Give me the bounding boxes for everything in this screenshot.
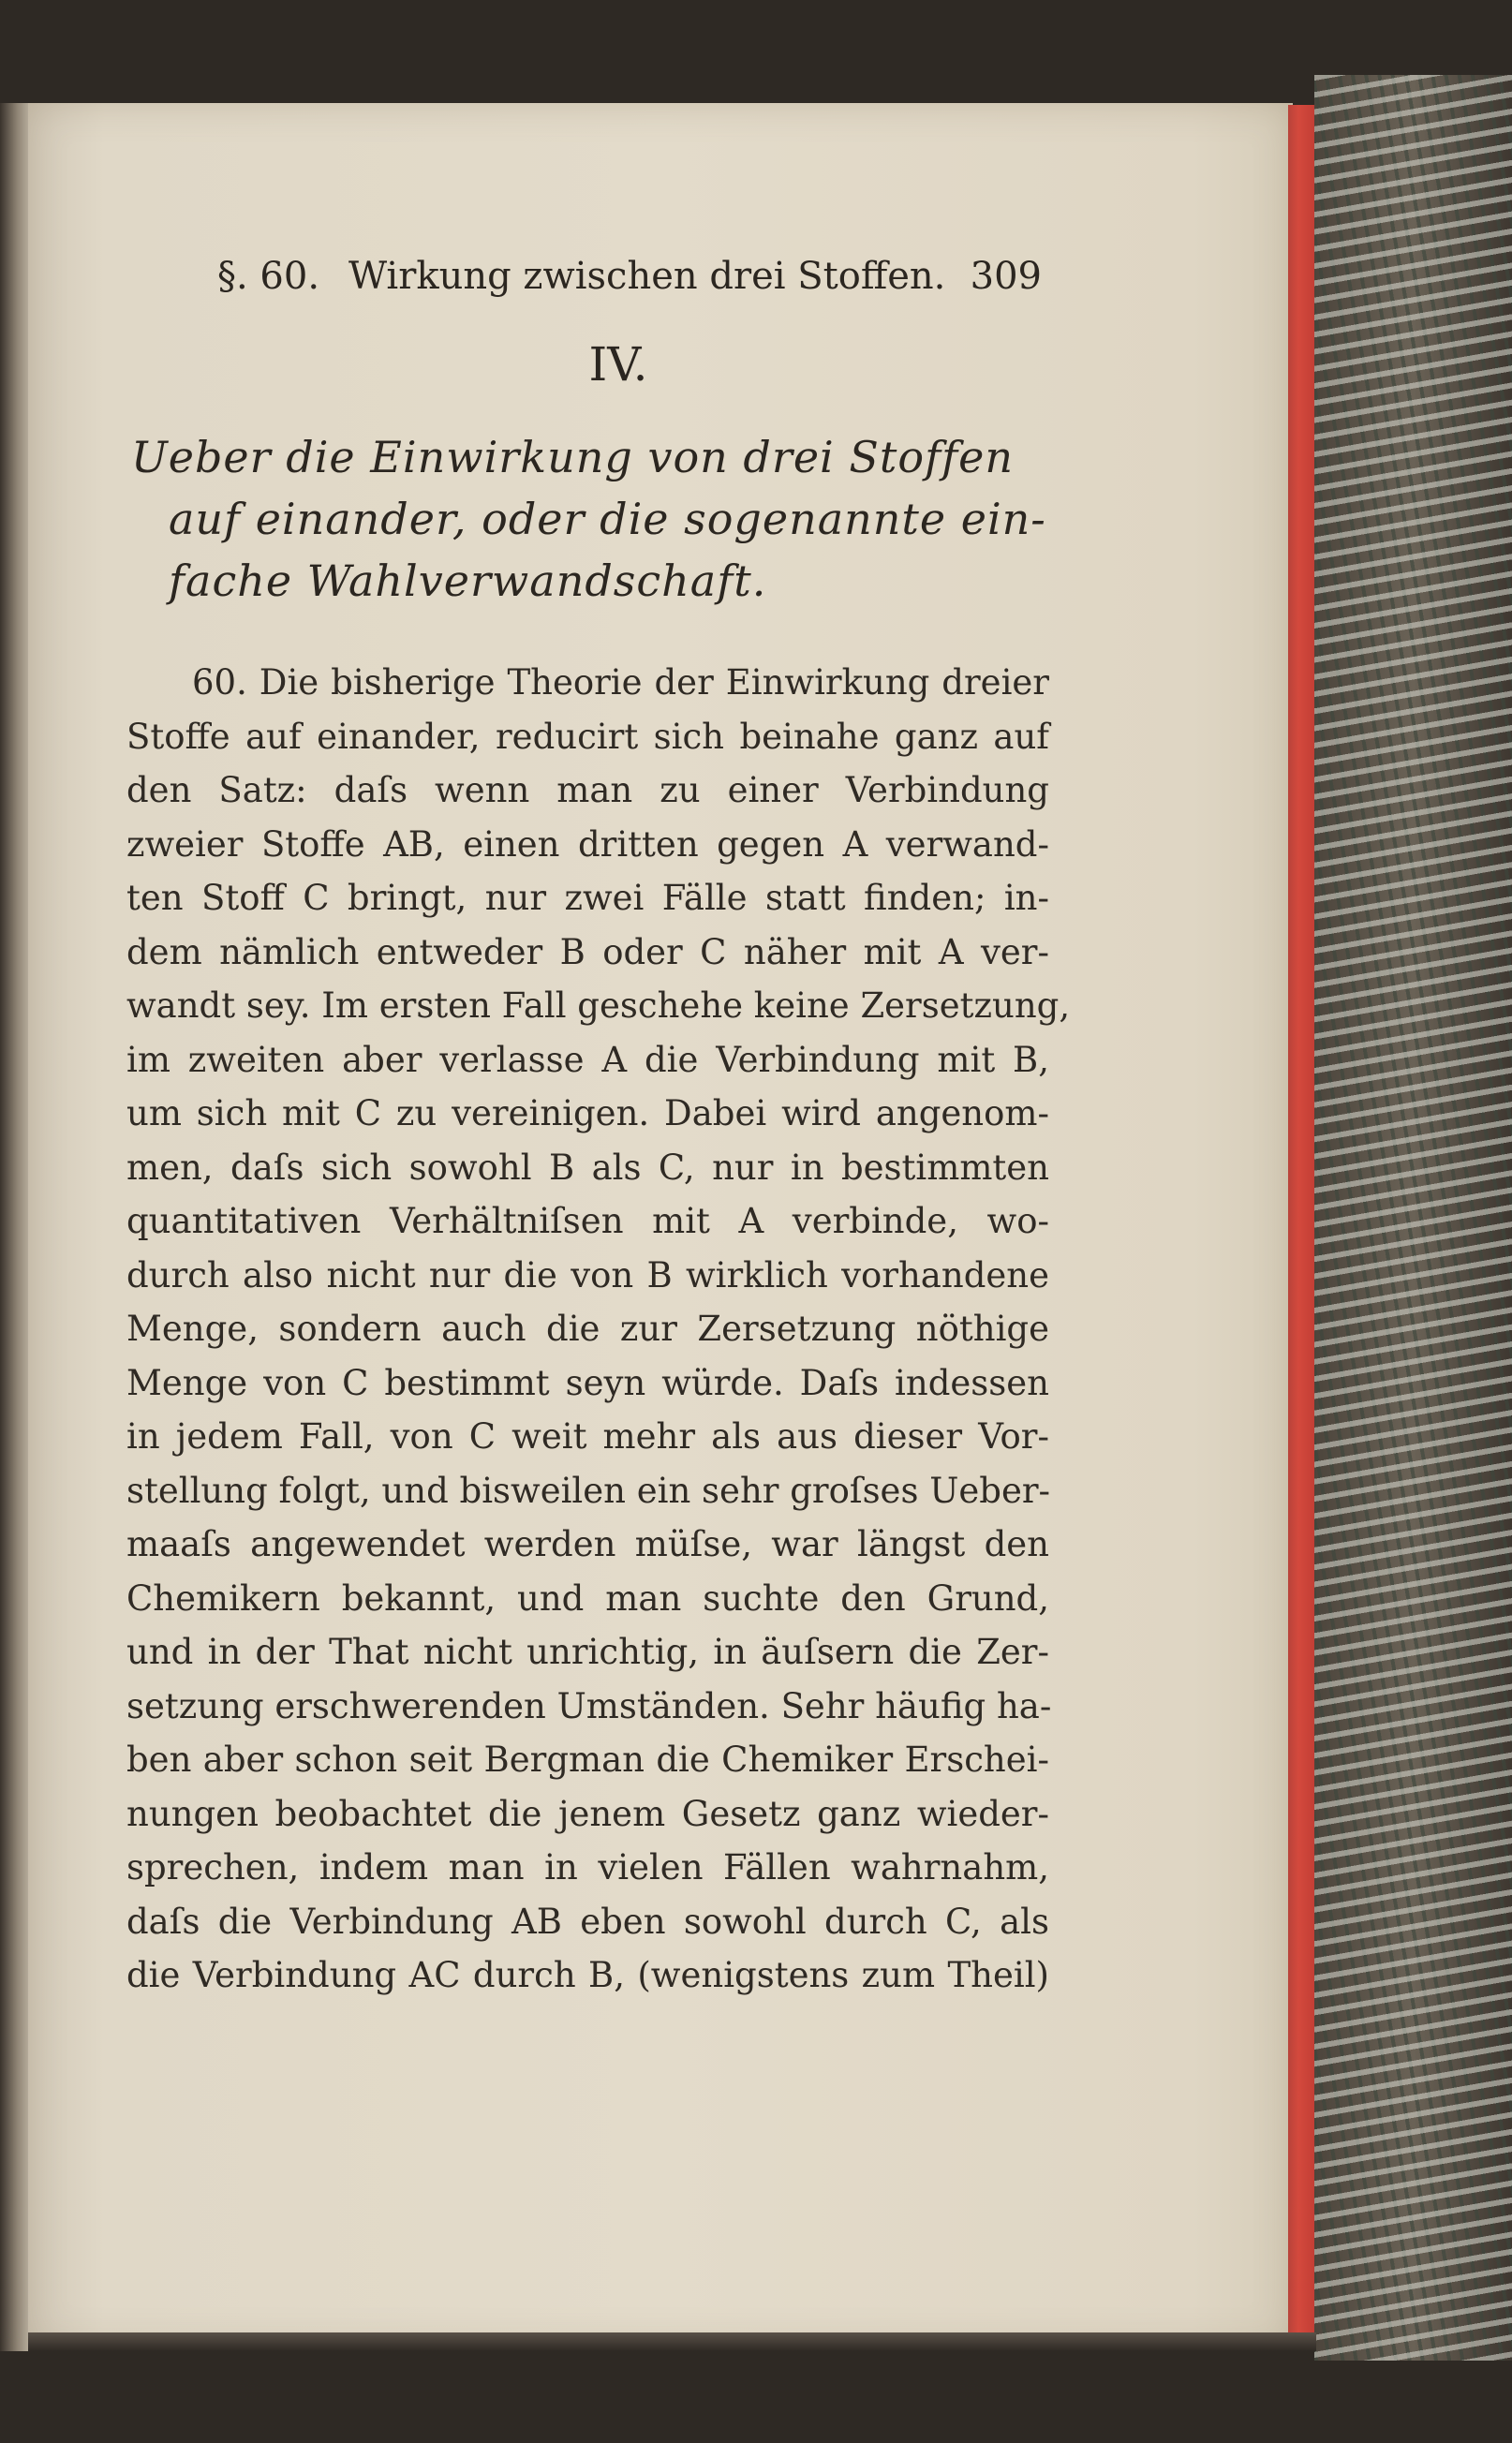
text-line: Stoffe auf einander, reducirt sich beinahe ganz auf <box>126 716 1049 757</box>
text-line: dem nämlich entweder B oder C näher mit A ver- <box>126 931 1049 972</box>
text-line: um sich mit C zu vereinigen. Dabei wird angenom- <box>126 1093 1049 1133</box>
text-line: in jedem Fall, von C weit mehr als aus dieser Vor- <box>126 1416 1049 1457</box>
text-line: daſs die Verbindung AB eben sowohl durch C, als <box>126 1901 1049 1942</box>
text-line: quantitativen Verhältniſsen mit A verbinde, wo- <box>126 1201 1049 1241</box>
text-line: Menge, sondern auch die zur Zersetzung nöthige <box>126 1309 1049 1349</box>
chapter-title-line: fache Wahlverwandschaft. <box>169 555 767 606</box>
red-page-edge <box>1288 105 1314 2344</box>
text-line: und in der That nicht unrichtig, in äuſsern die Zer- <box>126 1632 1049 1672</box>
text-line: die Verbindung AC durch B, (wenigstens zum Theil) <box>126 1955 1049 1995</box>
chapter-title-line: auf einander, oder die sogenannte ein- <box>169 494 1046 544</box>
text-line: stellung folgt, und bisweilen ein sehr groſses Ueber- <box>126 1470 1051 1511</box>
chapter-number: IV. <box>588 337 648 392</box>
section-number: §. 60. <box>217 255 320 298</box>
text-line: ben aber schon seit Bergman die Chemiker Erschei- <box>126 1740 1049 1780</box>
bottom-edge <box>28 2332 1316 2351</box>
chapter-title-line: Ueber die Einwirkung von drei Stoffen <box>131 432 1014 482</box>
page-number: 309 <box>970 255 1042 298</box>
text-line: wandt sey. Im ersten Fall geschehe keine Zersetzung, <box>126 985 1071 1026</box>
text-line: sprechen, indem man in vielen Fällen wahrnahm, <box>126 1847 1049 1888</box>
facing-page-edge <box>0 103 28 2351</box>
body-paragraph <box>126 656 1071 2003</box>
chapter-title <box>131 426 1068 612</box>
text-line: den Satz: daſs wenn man zu einer Verbindung <box>126 770 1049 810</box>
text-line: men, daſs sich sowohl B als C, nur in bestimmten <box>126 1147 1049 1188</box>
text-line: 60. Die bisherige Theorie der Einwirkung dreier <box>192 662 1049 703</box>
text-line: Chemikern bekannt, und man suchte den Grund, <box>126 1577 1049 1619</box>
marbled-cover <box>1314 75 1512 2361</box>
text-line: maaſs angewendet werden müſse, war längst den <box>126 1524 1049 1564</box>
text-line: nungen beobachtet die jenem Gesetz ganz wieder- <box>126 1793 1049 1834</box>
text-line: setzung erschwerenden Umständen. Sehr häufig ha- <box>126 1685 1052 1726</box>
text-line: zweier Stoffe AB, einen dritten gegen A verwand- <box>126 823 1049 865</box>
text-line: im zweiten aber verlasse A die Verbindung mit B, <box>126 1039 1049 1080</box>
text-line: ten Stoff C bringt, nur zwei Fälle statt finden; in- <box>126 878 1049 918</box>
text-line: durch also nicht nur die von B wirklich vorhandene <box>126 1254 1049 1296</box>
running-title: Wirkung zwischen drei Stoffen. <box>348 255 946 298</box>
text-line: Menge von C bestimmt seyn würde. Daſs indessen <box>126 1362 1049 1403</box>
